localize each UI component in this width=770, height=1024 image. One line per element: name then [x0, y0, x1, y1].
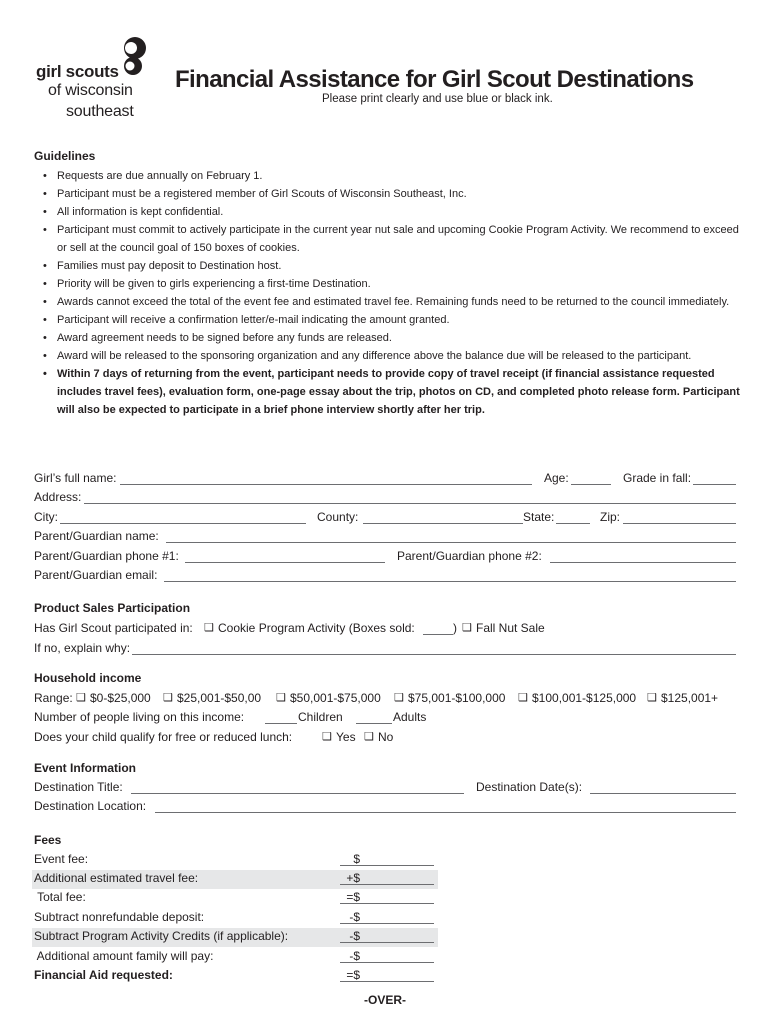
fee-row-aid: [34, 968, 736, 986]
state-field[interactable]: [556, 511, 590, 524]
row-guardian-phones: [34, 549, 736, 567]
fee-row-credits: [34, 929, 736, 947]
fee-row-family-pay: [34, 949, 736, 967]
cookie-program-label: Cookie Program Activity (Boxes sold:: [218, 621, 415, 635]
footer-over: -OVER-: [364, 993, 406, 1007]
range-option-label: $125,001+: [661, 691, 719, 705]
fee-label: Event fee:: [34, 852, 89, 866]
logo-line-2: of wisconsin: [48, 82, 133, 99]
trefoil-profile-icon: [118, 36, 152, 76]
guardian-name-field[interactable]: [166, 530, 736, 543]
checkbox-cookie-program[interactable]: ❑: [204, 622, 214, 634]
explain-field[interactable]: [132, 642, 736, 655]
range-label: Range:: [34, 691, 73, 705]
checkbox-range-2[interactable]: ❑: [163, 692, 173, 704]
logo-line-3: southeast: [66, 103, 134, 120]
age-label: Age:: [544, 471, 569, 485]
fee-label: Total fee:: [34, 890, 86, 904]
fee-sign: -$: [349, 910, 360, 924]
fee-sign: $: [353, 852, 360, 866]
guideline-item: • Awards cannot exceed the total of the event fee and estimated travel fee. Remaining funds need to be returned to the council immediately.: [40, 293, 740, 311]
adults-count-field[interactable]: [356, 711, 392, 724]
row-address: [34, 490, 736, 508]
checkbox-range-3[interactable]: ❑: [276, 692, 286, 704]
guardian-email-field[interactable]: [164, 569, 736, 582]
row-sales: [34, 621, 736, 639]
fee-amount-field[interactable]: [340, 891, 434, 904]
guideline-item: • Award will be released to the sponsoring organization and any difference above the balance due will be released to the participant.: [40, 347, 740, 365]
fee-amount-field[interactable]: [340, 911, 434, 924]
checkbox-range-4[interactable]: ❑: [394, 692, 404, 704]
range-option-label: $25,001-$50,00: [177, 691, 262, 705]
zip-field[interactable]: [623, 511, 736, 524]
address-label: Address:: [34, 490, 82, 504]
children-count-field[interactable]: [265, 711, 297, 724]
row-city: [34, 510, 736, 528]
state-label: State:: [523, 510, 555, 524]
event-heading: Event Information: [34, 761, 137, 775]
checkbox-range-6[interactable]: ❑: [647, 692, 657, 704]
guideline-item: • Families must pay deposit to Destination host.: [40, 257, 740, 275]
fee-label: Additional amount family will pay:: [34, 949, 214, 963]
page-subtitle: Please print clearly and use blue or black ink.: [322, 93, 553, 105]
product-sales-heading: Product Sales Participation: [34, 601, 191, 615]
fee-row-event: [34, 852, 736, 870]
guardian-phone2-label: Parent/Guardian phone #2:: [397, 549, 542, 563]
row-guardian-name: [34, 529, 736, 547]
fee-amount-field[interactable]: [340, 950, 434, 963]
fee-sign: -$: [349, 949, 360, 963]
destination-dates-field[interactable]: [590, 781, 736, 794]
guideline-item: • Participant must be a registered member of Girl Scouts of Wisconsin Southeast, Inc.: [40, 185, 740, 203]
lunch-no-label: No: [378, 730, 394, 744]
range-option-label: $75,001-$100,000: [408, 691, 506, 705]
lunch-yes-label: Yes: [336, 730, 356, 744]
fee-sign: =$: [346, 968, 360, 982]
guidelines-list: [40, 167, 740, 419]
people-label: Number of people living on this income:: [34, 710, 245, 724]
range-option-label: $100,001-$125,000: [532, 691, 637, 705]
fee-row-deposit: [34, 910, 736, 928]
city-field[interactable]: [60, 511, 306, 524]
guideline-item: • Requests are due annually on February 1.: [40, 167, 740, 185]
row-people: [34, 710, 736, 728]
fee-sign: +$: [346, 871, 360, 885]
adults-label: Adults: [393, 710, 427, 724]
logo-line-1: girl scouts: [36, 62, 119, 81]
fee-amount-field[interactable]: [340, 969, 434, 982]
destination-location-label: Destination Location:: [34, 799, 147, 813]
row-explain: [34, 641, 736, 659]
age-field[interactable]: [571, 472, 611, 485]
address-field[interactable]: [84, 491, 736, 504]
girl-name-label: Girl’s full name:: [34, 471, 117, 485]
row-girl-name: [34, 471, 736, 489]
grade-label: Grade in fall:: [623, 471, 692, 485]
fall-nut-sale-label: Fall Nut Sale: [476, 621, 545, 635]
guardian-phone1-label: Parent/Guardian phone #1:: [34, 549, 179, 563]
guardian-email-label: Parent/Guardian email:: [34, 568, 158, 582]
girl-scouts-logo: [36, 36, 152, 122]
girl-name-field[interactable]: [120, 472, 532, 485]
lunch-label: Does your child qualify for free or reduced lunch:: [34, 730, 293, 744]
explain-label: If no, explain why:: [34, 641, 131, 655]
row-guardian-email: [34, 568, 736, 586]
row-income-range: [34, 691, 736, 709]
fee-label: Subtract nonrefundable deposit:: [34, 910, 205, 924]
fee-row-travel: [34, 871, 736, 889]
children-label: Children: [298, 710, 343, 724]
checkbox-range-5[interactable]: ❑: [518, 692, 528, 704]
guardian-phone2-field[interactable]: [550, 550, 736, 563]
county-label: County:: [317, 510, 359, 524]
fees-heading: Fees: [34, 833, 62, 847]
fee-row-total: [34, 890, 736, 908]
household-heading: Household income: [34, 671, 142, 685]
checkbox-lunch-no[interactable]: ❑: [364, 731, 374, 743]
boxes-sold-field[interactable]: [423, 622, 453, 635]
fee-sign: =$: [346, 890, 360, 904]
row-destination-title: [34, 780, 736, 798]
fee-amount-field[interactable]: [340, 853, 434, 866]
guideline-item-bold: • Within 7 days of returning from the event, participant needs to provide copy of travel receipt (if financial assistance requested includes travel fees), evaluation form, one-page essay about the trip, photos on CD, and completed photo release form. Participant will also be expected to participate in a brief phone interview shortly after her trip.: [40, 365, 740, 419]
page-title: Financial Assistance for Girl Scout Destinations: [175, 66, 694, 93]
guideline-item: • Participant must commit to actively participate in the current year nut sale and upcoming Cookie Program Activity. We recommend to exceed or sell at the council goal of 150 boxes of cookies.: [40, 221, 740, 257]
sales-question: Has Girl Scout participated in:: [34, 621, 193, 635]
destination-title-label: Destination Title:: [34, 780, 123, 794]
guideline-item: • Participant will receive a confirmation letter/e-mail indicating the amount granted.: [40, 311, 740, 329]
destination-location-field[interactable]: [155, 800, 736, 813]
county-field[interactable]: [363, 511, 523, 524]
checkbox-fall-nut-sale[interactable]: ❑: [462, 622, 472, 634]
guideline-item: • All information is kept confidential.: [40, 203, 740, 221]
guidelines-heading: Guidelines: [34, 149, 96, 163]
destination-dates-label: Destination Date(s):: [476, 780, 583, 794]
row-lunch: [34, 730, 736, 748]
city-label: City:: [34, 510, 58, 524]
grade-field[interactable]: [693, 472, 736, 485]
guideline-item: • Award agreement needs to be signed before any funds are released.: [40, 329, 740, 347]
guardian-phone1-field[interactable]: [185, 550, 385, 563]
guardian-name-label: Parent/Guardian name:: [34, 529, 159, 543]
range-option-label: $50,001-$75,000: [290, 691, 381, 705]
guideline-item: • Priority will be given to girls experiencing a first-time Destination.: [40, 275, 740, 293]
checkbox-range-1[interactable]: ❑: [76, 692, 86, 704]
fee-label: Additional estimated travel fee:: [34, 871, 199, 885]
checkbox-lunch-yes[interactable]: ❑: [322, 731, 332, 743]
fee-amount-field[interactable]: [340, 872, 434, 885]
zip-label: Zip:: [600, 510, 621, 524]
row-destination-location: [34, 799, 736, 817]
destination-title-field[interactable]: [131, 781, 464, 794]
fee-label: Subtract Program Activity Credits (if applicable):: [34, 929, 289, 943]
cookie-program-close: ): [453, 621, 457, 635]
fee-sign: -$: [349, 929, 360, 943]
range-option-label: $0-$25,000: [90, 691, 151, 705]
fee-amount-field[interactable]: [340, 930, 434, 943]
fee-label: Financial Aid requested:: [34, 968, 173, 982]
